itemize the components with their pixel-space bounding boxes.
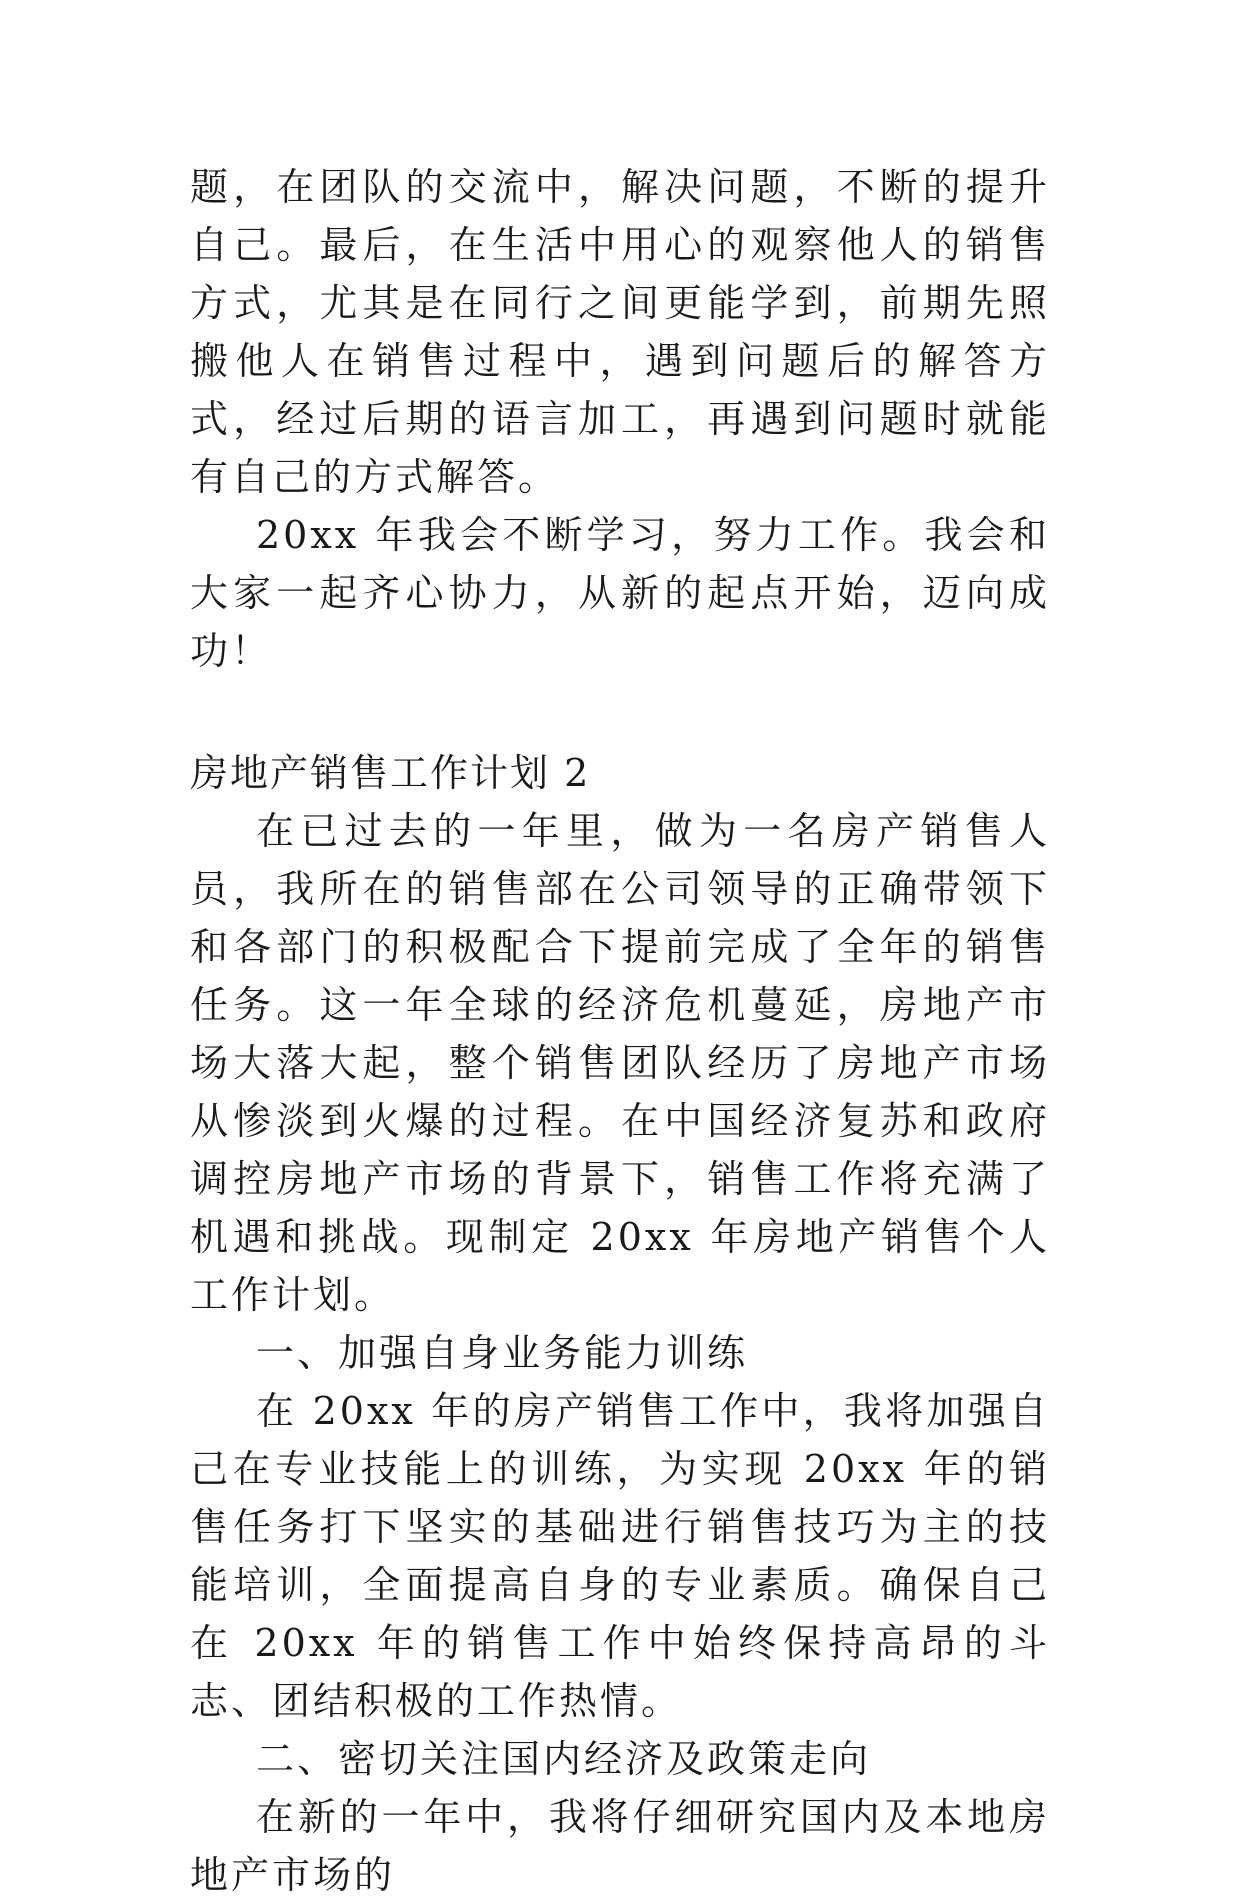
paragraph-policy: 在新的一年中，我将仔细研究国内及本地房地产市场的 <box>190 1795 1050 1897</box>
paragraph-closing: 20xx 年我会不断学习，努力工作。我会和大家一起齐心协力，从新的起点开始，迈向成功！ <box>190 513 1050 673</box>
subheading-2: 二、密切关注国内经济及政策走向 <box>256 1737 872 1781</box>
paragraph-training: 在 20xx 年的房产销售工作中，我将加强自己在专业技能上的训练，为实现 20xx 年的销售任务打下坚实的基础进行销售技巧为主的技能培训，全面提高自身的专业素质。确保自己在 20xx 年的销售工作中始终保持高昂的斗志、团结积极的工作热情。 <box>190 1389 1050 1723</box>
subheading-1: 一、加强自身业务能力训练 <box>256 1331 749 1375</box>
document-body <box>190 158 1050 1904</box>
paragraph-intro: 在已过去的一年里，做为一名房产销售人员，我所在的销售部在公司领导的正确带领下和各部门的积极配合下提前完成了全年的销售任务。这一年全球的经济危机蔓延，房地产市场大落大起，整个销售团队经历了房地产市场从惨淡到火爆的过程。在中国经济复苏和政府调控房地产市场的背景下，销售工作将充满了机遇和挑战。现制定 20xx 年房地产销售个人工作计划。 <box>190 809 1050 1317</box>
section-title: 房地产销售工作计划 2 <box>190 751 591 795</box>
paragraph-continuation: 题，在团队的交流中，解决问题，不断的提升自己。最后，在生活中用心的观察他人的销售方式，尤其是在同行之间更能学到，前期先照搬他人在销售过程中，遇到问题后的解答方式，经过后期的语言加工，再遇到问题时就能有自己的方式解答。 <box>190 165 1050 499</box>
